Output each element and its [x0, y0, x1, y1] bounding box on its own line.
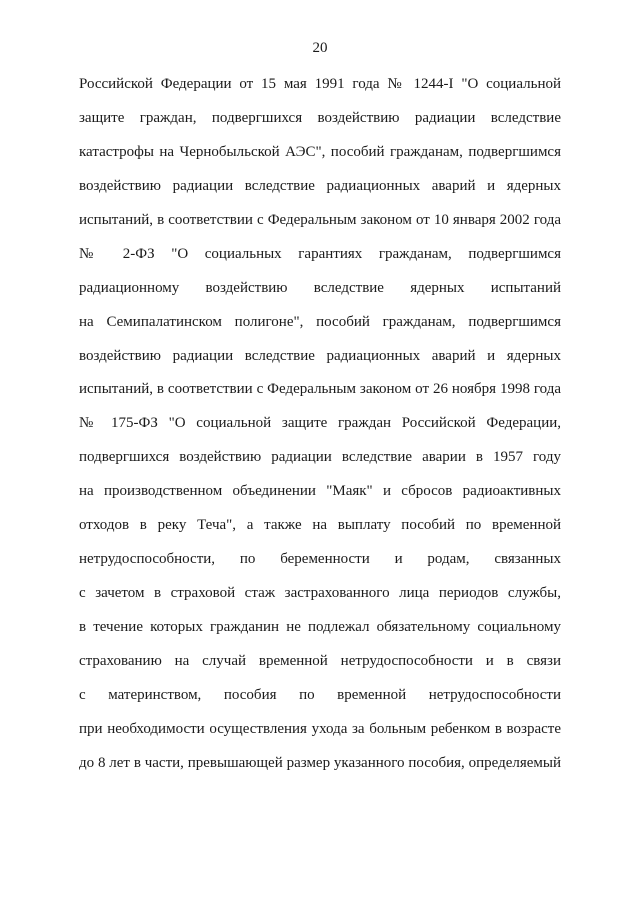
page-number: 20	[312, 40, 328, 56]
text-line: радиационному воздействию вследствие ядерных испытаний	[79, 279, 561, 296]
text-line: подвергшихся воздействию радиации вследствие аварии в 1957 году	[79, 449, 561, 466]
text-line: испытаний, в соответствии с Федеральным законом от 10 января 2002 года	[79, 211, 561, 228]
text-line: страхованию на случай временной нетрудоспособности и в связи	[79, 652, 561, 669]
text-line: в течение которых гражданин не подлежал обязательному социальному	[79, 619, 561, 635]
text-line: № 175-ФЗ "О социальной защите граждан Российской Федерации,	[79, 415, 561, 432]
text-line: катастрофы на Чернобыльской АЭС", пособий гражданам, подвергшимся	[79, 143, 561, 160]
text-line: на производственном объединении "Маяк" и сбросов радиоактивных	[79, 483, 561, 500]
text-line: с зачетом в страховой стаж застрахованного лица периодов службы,	[79, 585, 561, 602]
text-line: защите граждан, подвергшихся воздействию радиации вследствие	[79, 109, 561, 126]
text-line: с материнством, пособия по временной нетрудоспособности	[79, 686, 561, 703]
text-line: воздействию радиации вследствие радиационных аварий и ядерных	[79, 177, 561, 194]
text-line: при необходимости осуществления ухода за больным ребенком в возрасте	[79, 720, 561, 737]
text-line: нетрудоспособности, по беременности и родам, связанных	[79, 551, 561, 568]
text-line: воздействию радиации вследствие радиационных аварий и ядерных	[79, 347, 561, 364]
text-line: № 2-ФЗ "О социальных гарантиях гражданам, подвергшимся	[79, 245, 561, 262]
text-line: Российской Федерации от 15 мая 1991 года № 1244-I "О социальной	[79, 76, 561, 92]
text-line: до 8 лет в части, превышающей размер указанного пособия, определяемый	[79, 754, 561, 771]
document-body	[79, 74, 561, 787]
text-line: испытаний, в соответствии с Федеральным законом от 26 ноября 1998 года	[79, 381, 561, 398]
text-line: на Семипалатинском полигоне", пособий гражданам, подвергшимся	[79, 313, 561, 330]
text-line: отходов в реку Теча", а также на выплату пособий по временной	[79, 517, 561, 534]
